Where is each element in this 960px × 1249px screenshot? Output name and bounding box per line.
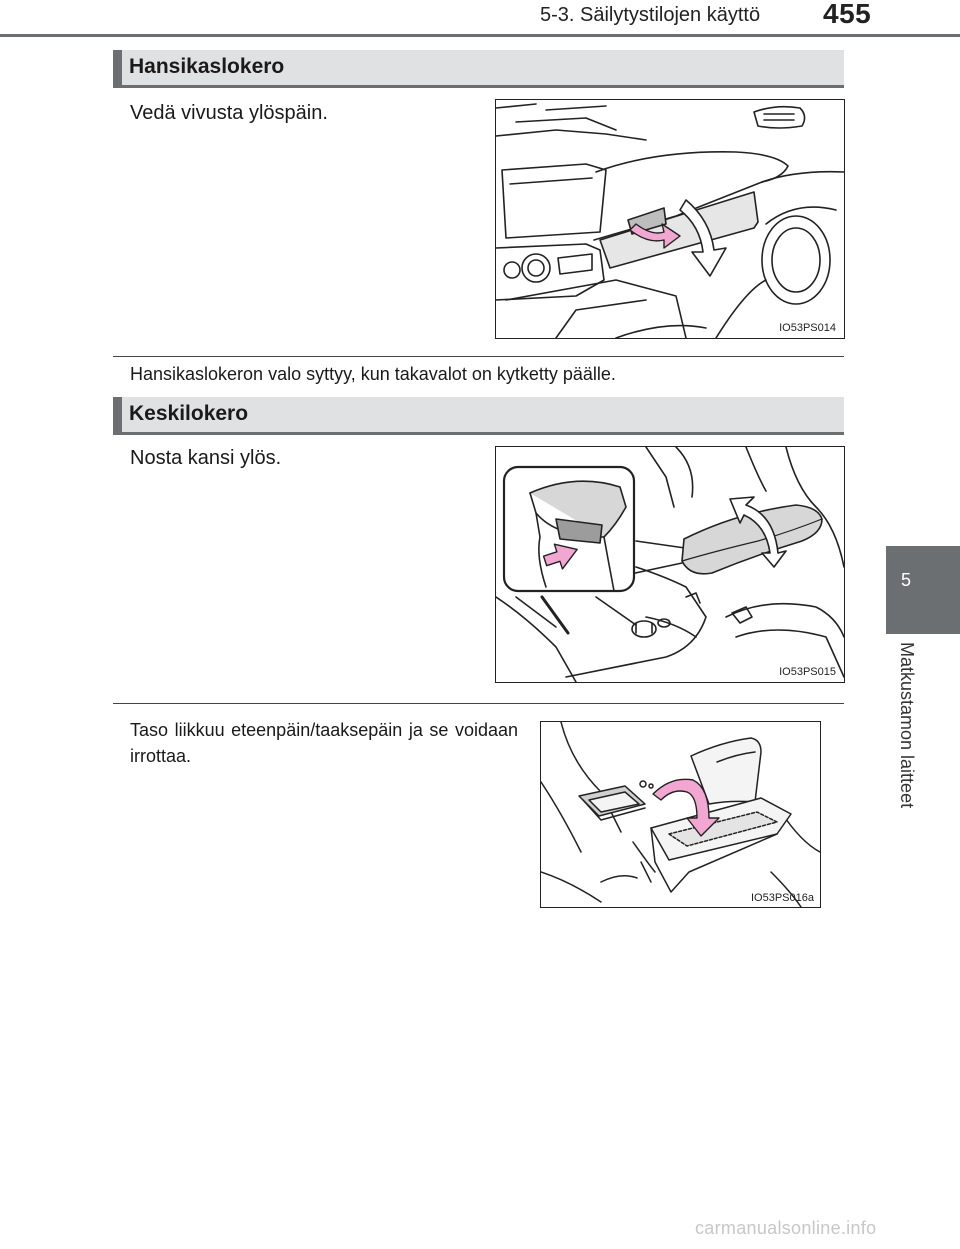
chapter-title: Matkustamon laitteet bbox=[897, 642, 917, 809]
section-title: Hansikaslokero bbox=[129, 55, 285, 78]
section-title: Keskilokero bbox=[129, 402, 249, 425]
section-header: 5-3. Säilytystilojen käyttö bbox=[540, 4, 761, 26]
glovebox-note: Hansikaslokeron valo syttyy, kun takavalot on kytketty päälle. bbox=[130, 364, 616, 384]
tray-illustration bbox=[541, 722, 820, 907]
console-instruction: Nosta kansi ylös. bbox=[130, 447, 282, 469]
section-divider bbox=[113, 356, 844, 357]
glovebox-figure bbox=[495, 99, 845, 339]
tray-figure bbox=[540, 721, 821, 908]
chapter-tab-line bbox=[886, 632, 960, 633]
header-rule bbox=[0, 34, 960, 37]
console-figure bbox=[495, 446, 845, 683]
section-heading-glovebox bbox=[113, 50, 844, 88]
glovebox-illustration bbox=[496, 100, 844, 338]
section-heading-console bbox=[113, 397, 844, 435]
figure-code: IO53PS014 bbox=[779, 322, 836, 334]
page-number: 455 bbox=[823, 0, 872, 29]
console-illustration bbox=[496, 447, 844, 682]
watermark: carmanualsonline.info bbox=[695, 1218, 877, 1238]
figure-code: IO53PS015 bbox=[779, 666, 836, 678]
section-divider bbox=[113, 703, 844, 704]
console-note: Taso liikkuu eteenpäin/taaksepäin ja se voidaan irrottaa. bbox=[130, 720, 518, 766]
heading-bar bbox=[113, 397, 122, 435]
heading-bar bbox=[113, 50, 122, 88]
figure-code: IO53PS016a bbox=[751, 892, 814, 904]
glovebox-instruction: Vedä vivusta ylöspäin. bbox=[130, 102, 328, 124]
chapter-number: 5 bbox=[900, 570, 911, 590]
